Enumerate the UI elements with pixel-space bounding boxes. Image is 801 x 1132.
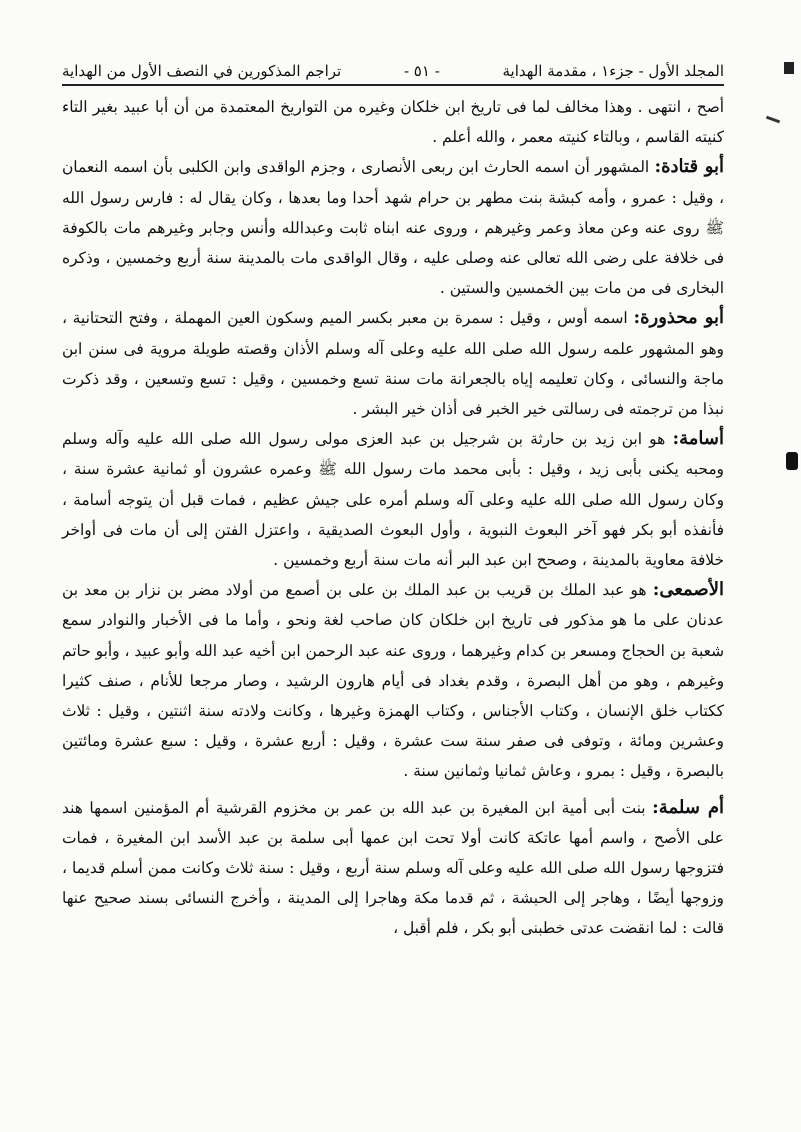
entry-abu-qatada <box>62 152 724 303</box>
header-section-title: تراجم المذكورين في النصف الأول من الهداية <box>62 62 342 80</box>
page-body <box>62 92 724 944</box>
page-number: - ٥١ - <box>403 62 440 80</box>
entry-umm-salama <box>62 793 724 944</box>
entry-name: الأصمعى: <box>652 579 724 601</box>
entry-abu-mahdhura <box>62 303 724 424</box>
entry-text: بنت أبى أمية ابن المغيرة بن عبد الله بن عمر بن مخزوم القرشية أم المؤمنين اسمها هند على الأصح ، واسم أمها عاتكة كانت أولا تحت ابن عمها أبى سلمة بن عبد الأسد ابن المغيرة ، فمات فتزوجها رسول الله صلى الله عليه وعلى آله وسلم سنة أربع ، وقيل : سنة ثلاث وكانت ممن أسلم قديما ، وزوجها أيضًا ، وهاجر إلى الحبشة ، ثم قدما مكة وهاجرا إلى المدينة ، وأخرج النسائى بسند صحيح عنها قالت : لما انقضت عدتى خطبنى أبو بكر ، فلم أقبل ، <box>62 798 724 938</box>
entry-text: هو ابن زيد بن حارثة بن شرجيل بن عبد العزى مولى رسول الله صلى الله عليه وآله وسلم ومحبه يكنى بأبى زيد ، وقيل : بأبى محمد مات رسول الله ﷺ وعمره عشرون أو ثمانية عشرة سنة ، وكان رسول الله صلى الله عليه وعلى آله وسلم أمره على جيش عظيم ، فمات قبل أن يتوجه أسامة ، فأنفذه أبو بكر فهو آخر البعوث النبوية ، وأول البعوث الصديقية ، واعتزل الفتن إلى أن مات فى أواخر خلافة معاوية بالمدينة ، وصحح ابن عبد البر أنه مات سنة أربع وخمسين . <box>62 430 724 570</box>
scan-blot-mark <box>786 452 798 470</box>
entry-name: أبو قتادة: <box>654 156 724 178</box>
intro-paragraph: أصح ، انتهى . وهذا مخالف لما فى تاريخ ابن خلكان وغيره من التواريخ المعتمدة من أن أبا عبيد بغير التاء كنيته القاسم ، وبالتاء كنيته معمر ، والله أعلم . <box>62 98 724 147</box>
entry-name: أبو محذورة: <box>633 307 724 329</box>
entry-usama <box>62 424 724 575</box>
entry-text: هو عبد الملك بن قريب بن عبد الملك بن على بن أصمع من أولاد مضر بن نزار بن معد بن عدنان على ما هو مذكور فى تاريخ ابن خلكان كان صاحب لغة ونحو ، وأما ما فى الأخبار والنوادر سمع شعبة بن الحجاج ومسعر بن كدام وغيرهما ، وروى عنه عبد الرحمن ابن أخيه عبد الله وأبو عبيد ، وأبو حاتم وغيرهم ، وهو من أهل البصرة ، وقدم بغداد فى أيام هارون الرشيد ، وصار مرجعا للأنام ، صنف كثيرا ككتاب خلق الإنسان ، وكتاب الأجناس ، وكتاب الهمزة وغيرها ، وكانت ولادته سنة اثنتين ، وقيل : ثلاث وعشرين ومائة ، وتوفى فى صفر سنة ست عشرة ، وقيل : أربع عشرة ، وقيل : سبع عشرة ومائتين بالبصرة ، وقيل : بمرو ، وعاش ثمانيا وثمانين سنة . <box>62 581 724 781</box>
entry-name: أم سلمة: <box>652 796 724 818</box>
entry-text: المشهور أن اسمه الحارث ابن ربعى الأنصارى ، وجزم الواقدى وابن الكلبى بأن اسمه النعمان ، وقيل : عمرو ، وأمه كبشة بنت مطهر بن حرام شهد أحدا وما بعدها ، وكان يقال له : فارس رسول الله ﷺ روى عنه وعن معاذ وعمر وغيرهم ، وروى عنه ابناه ثابت وعبدالله وأنس وجابر وغيرهم مات بالكوفة فى خلافة على رضى الله تعالى عنه وصلى عليه ، وقال الواقدى مات بالمدينة سنة أربع وخمسين ، وذكره البخارى فى من مات بين الخمسين والستين . <box>62 158 724 298</box>
header-volume-title: المجلد الأول - جزء١ ، مقدمة الهداية <box>502 62 724 80</box>
scan-speck-mark <box>766 116 780 124</box>
entry-name: أسامة: <box>672 428 724 450</box>
scan-blot-mark <box>784 62 794 74</box>
entry-text: اسمه أوس ، وقيل : سمرة بن معبر بكسر الميم وسكون العين المهملة ، وفتح التحتانية ، وهو المشهور علمه رسول الله صلى الله عليه وعلى آله وسلم الأذان وقصته طويلة مروية فى سنن ابن ماجة والنسائى ، وكان تعليمه إياه بالجعرانة مات سنة تسع وخمسين ، وقيل : تسع وتسعين ، وقد ذكرت نبذا من ترجمته فى رسالتى خير الخبر فى أذان خير البشر . <box>62 309 724 419</box>
running-header <box>62 52 724 86</box>
entry-asmai <box>62 575 724 786</box>
